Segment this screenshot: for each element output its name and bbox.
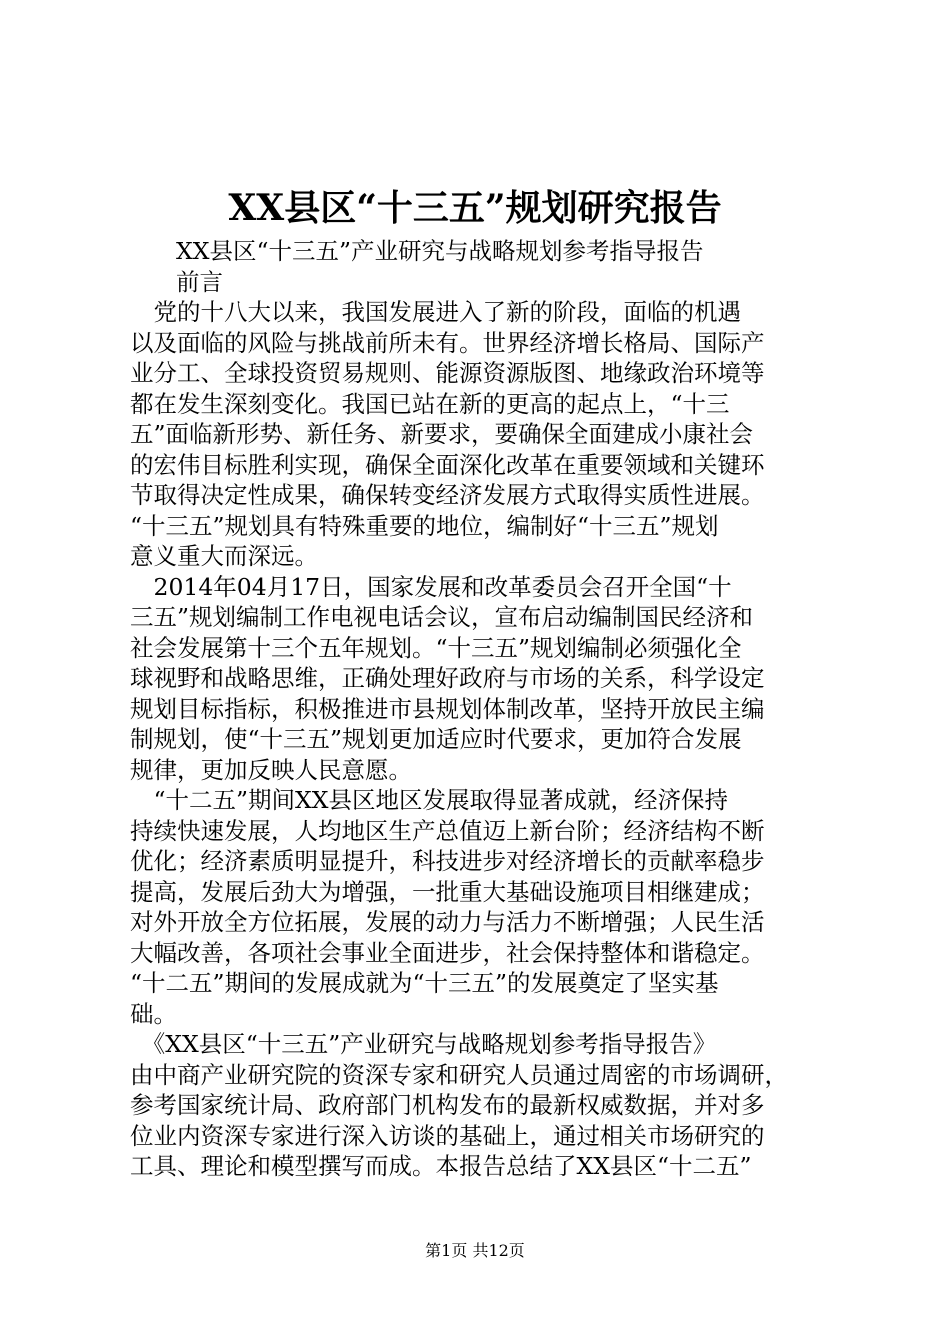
body-text-line: 节取得决定性成果，确保转变经济发展方式取得实质性进展。: [130, 481, 765, 509]
body-text-line: 业分工、全球投资贸易规则、能源资源版图、地缘政治环境等: [130, 359, 765, 387]
body-text-line: 《XX县区“十三五”产业研究与战略规划参考指导报告》: [130, 1030, 717, 1058]
body-text-line: “十二五”期间XX县区地区发展取得显著成就，经济保持: [130, 786, 728, 814]
body-text-line: 规律，更加反映人民意愿。: [130, 755, 412, 784]
preface-heading: 前言: [176, 267, 223, 296]
body-text-line: 位业内资深专家进行深入访谈的基础上，通过相关市场研究的: [130, 1121, 765, 1150]
document-subtitle: XX县区“十三五”产业研究与战略规划参考指导报告: [176, 237, 704, 265]
body-text-line: 提高，发展后劲大为增强，一批重大基础设施项目相继建成；: [130, 877, 765, 906]
body-text-line: 大幅改善，各项社会事业全面进步，社会保持整体和谐稳定。: [130, 938, 765, 967]
body-text-line: 党的十八大以来，我国发展进入了新的阶段，面临的机遇: [130, 298, 741, 326]
body-text-line: 以及面临的风险与挑战前所未有。世界经济增长格局、国际产: [130, 328, 765, 357]
document-body: [130, 236, 830, 1182]
body-text-line: 都在发生深刻变化。我国已站在新的更高的起点上，“十三: [130, 389, 730, 418]
document-title: XX县区“十三五”规划研究报告: [228, 187, 722, 229]
body-text-line: “十三五”规划具有特殊重要的地位，编制好“十三五”规划: [130, 511, 719, 540]
body-text-line: 对外开放全方位拓展，发展的动力与活力不断增强；人民生活: [130, 908, 765, 936]
body-paragraphs: [130, 297, 830, 1182]
body-text-line: 的宏伟目标胜利实现，确保全面深化改革在重要领域和关键环: [130, 450, 765, 479]
body-text-line: “十二五”期间的发展成就为“十三五”的发展奠定了坚实基: [130, 969, 719, 997]
body-text-line: 球视野和战略思维，正确处理好政府与市场的关系，科学设定: [130, 664, 765, 692]
body-text-line: 三五”规划编制工作电视电话会议，宣布启动编制国民经济和: [130, 603, 754, 631]
body-text-line: 制规划，使“十三五”规划更加适应时代要求，更加符合发展: [130, 725, 742, 753]
body-text-line: 五”面临新形势、新任务、新要求，要确保全面建成小康社会: [130, 420, 754, 448]
body-text-line: 础。: [130, 999, 177, 1028]
body-text-line: 参考国家统计局、政府部门机构发布的最新权威数据，并对多: [130, 1091, 765, 1119]
body-text-line: 工具、理论和模型撰写而成。本报告总结了XX县区“十二五”: [130, 1152, 752, 1180]
body-text-line: 持续快速发展，人均地区生产总值迈上新台阶；经济结构不断: [130, 816, 765, 845]
body-text-line: 优化；经济素质明显提升，科技进步对经济增长的贡献率稳步: [130, 847, 765, 875]
page-indicator: 第1页 共12页: [425, 1241, 525, 1260]
body-text-line: 意义重大而深远。: [130, 542, 318, 570]
body-text-line: 2014年04月17日，国家发展和改革委员会召开全国“十: [130, 572, 732, 601]
body-text-line: 社会发展第十三个五年规划。“十三五”规划编制必须强化全: [130, 633, 742, 662]
body-text-line: 规划目标指标，积极推进市县规划体制改革，坚持开放民主编: [130, 694, 765, 723]
body-text-line: 由中商产业研究院的资深专家和研究人员通过周密的市场调研，: [130, 1060, 788, 1089]
